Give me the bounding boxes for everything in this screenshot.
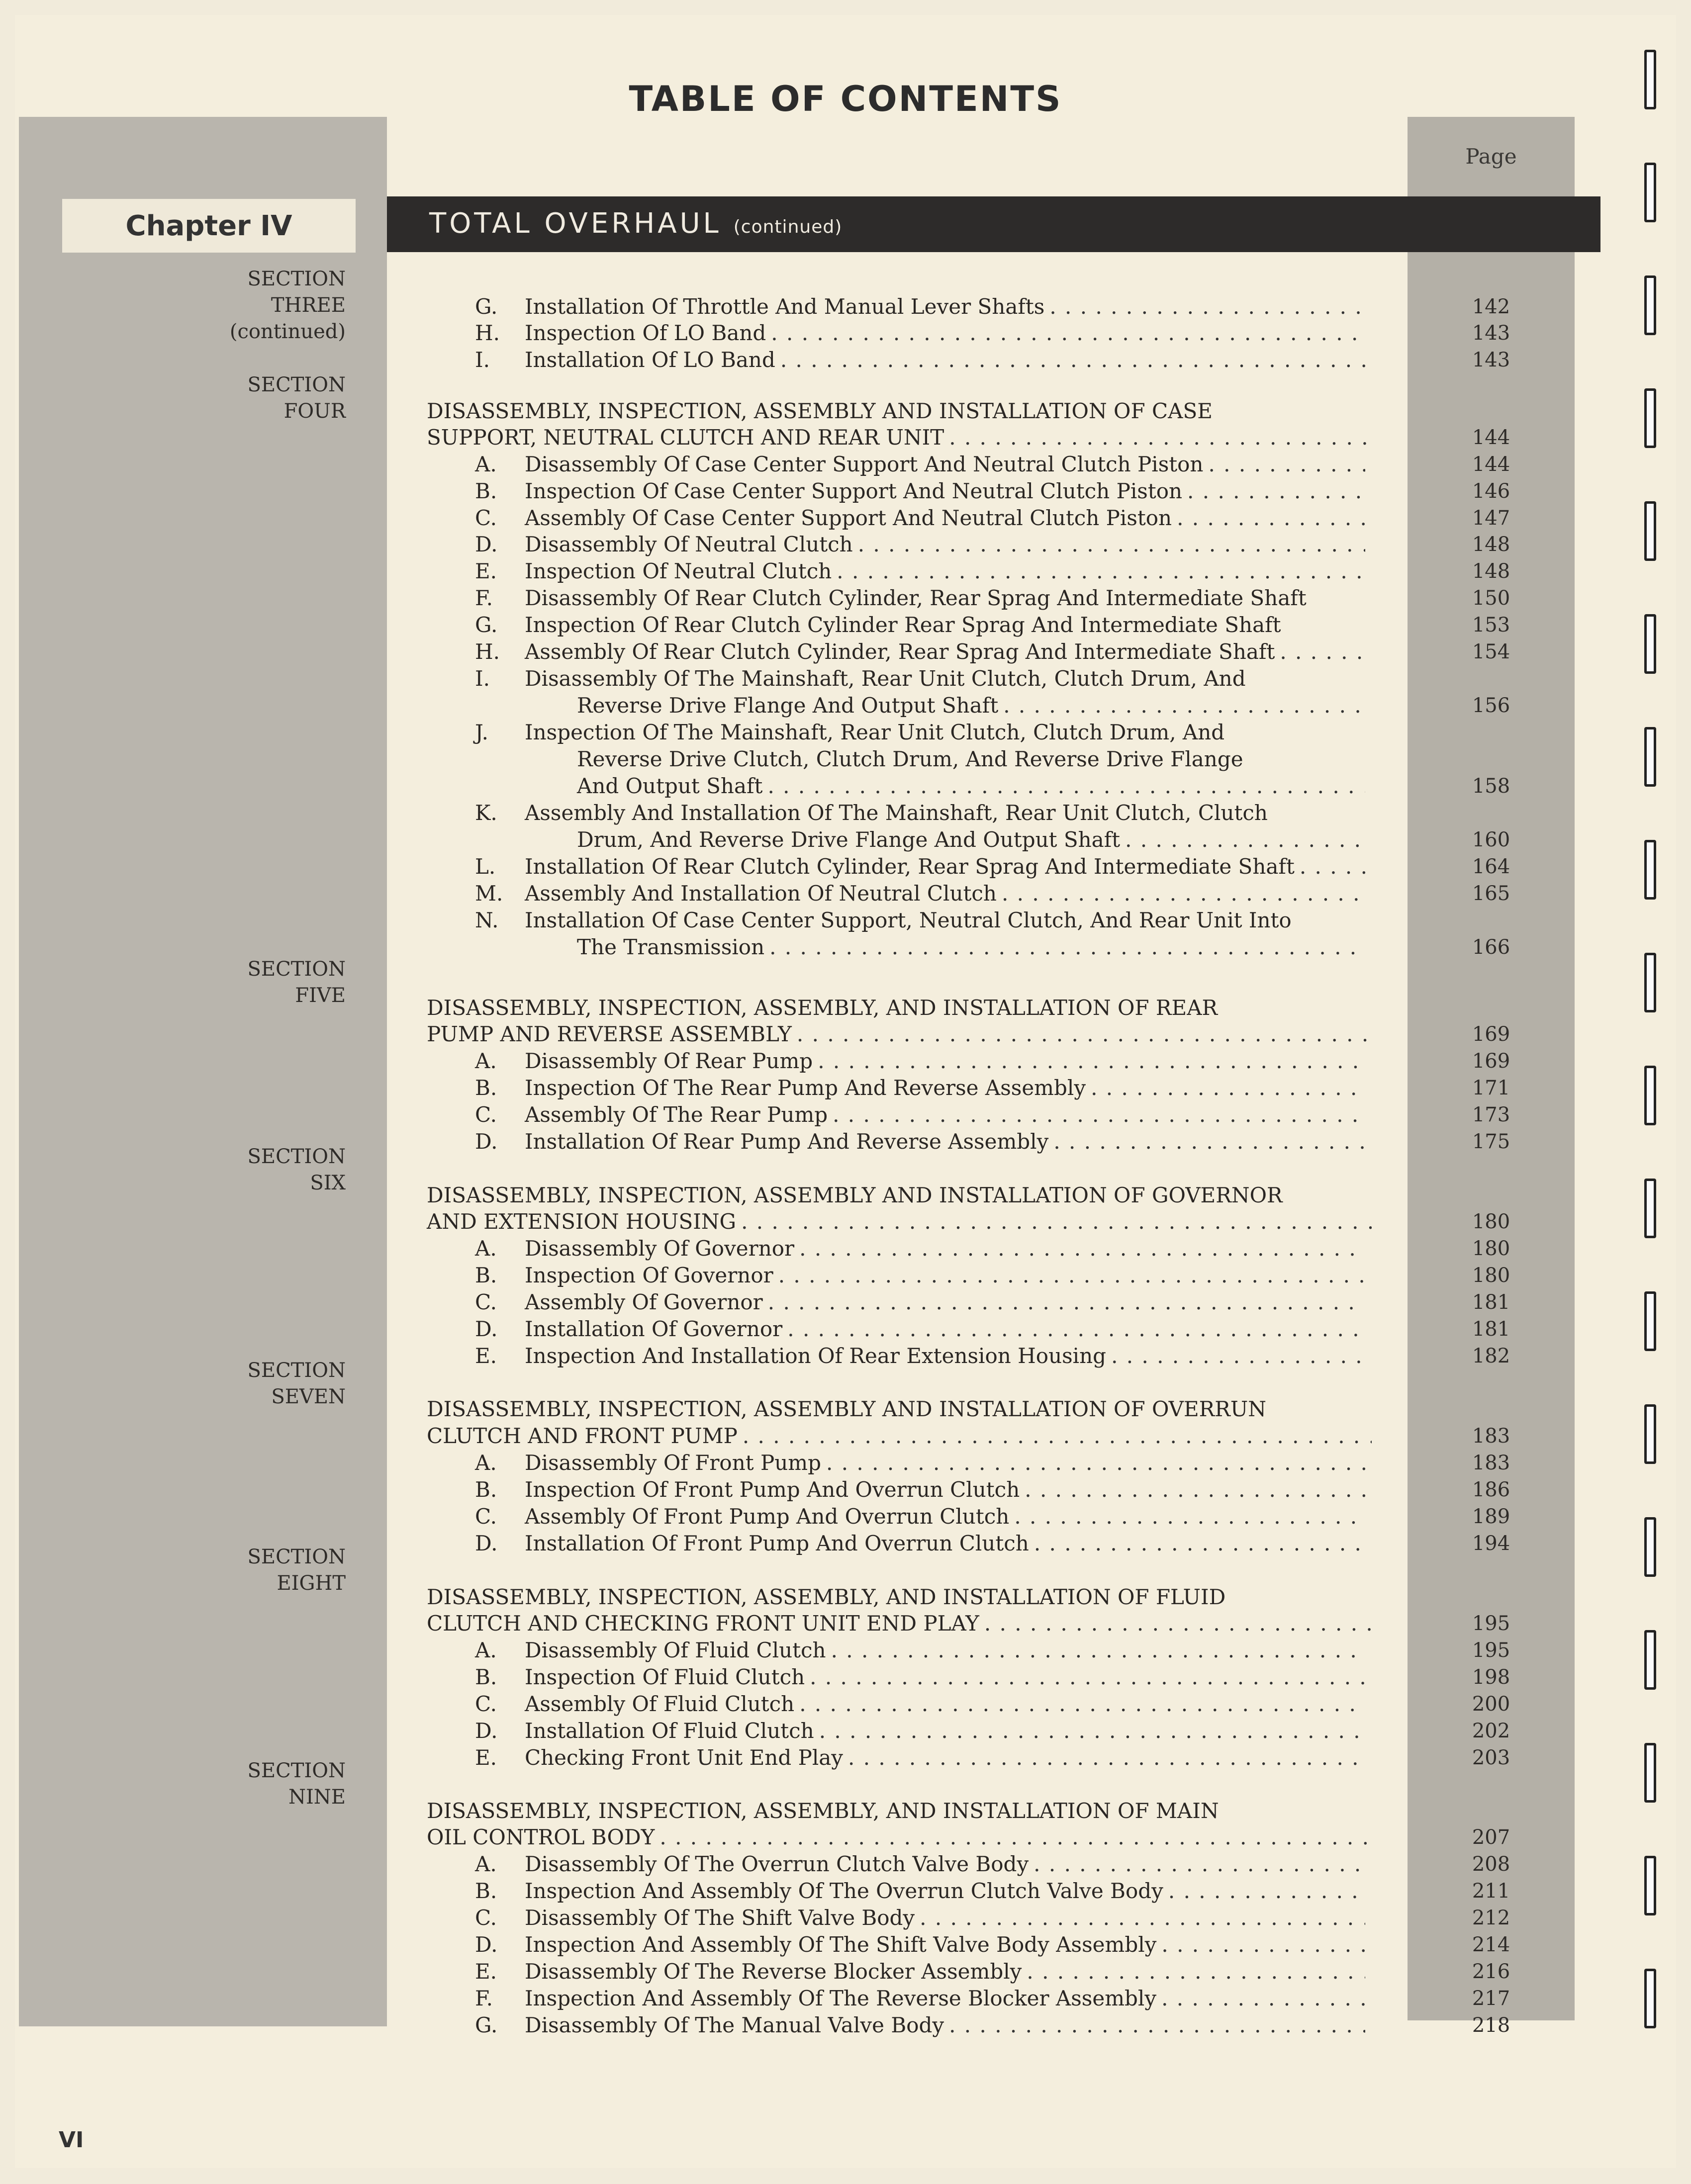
entry-letter: I.	[475, 666, 490, 691]
dot-leader	[1003, 692, 1365, 719]
page-number: 142	[1472, 295, 1510, 318]
toc-entry	[475, 1878, 1365, 1905]
entry-text: Disassembly Of The Mainshaft, Rear Unit Clutch, Clutch Drum, And	[525, 666, 1246, 691]
dot-leader	[1208, 451, 1365, 478]
entry-text: Inspection And Installation Of Rear Extension Housing	[525, 1344, 1107, 1368]
entry-letter: I.	[475, 348, 490, 372]
entry-letter: D.	[475, 532, 498, 556]
dot-leader	[826, 1450, 1365, 1476]
toc-entry	[475, 1343, 1365, 1369]
dot-leader	[949, 2012, 1365, 2039]
page-number: 216	[1472, 1960, 1510, 1983]
binder-tab	[1644, 1066, 1656, 1125]
entry-letter: L.	[475, 854, 496, 879]
entry-text: Installation Of Fluid Clutch	[525, 1719, 814, 1743]
toc-entry	[475, 1262, 1365, 1289]
page-number: 202	[1472, 1720, 1510, 1742]
page-number: 166	[1472, 936, 1510, 959]
dot-leader	[1025, 1476, 1365, 1503]
entry-letter: C.	[475, 1504, 497, 1529]
dot-leader	[1161, 1931, 1365, 1958]
page-number: 180	[1472, 1237, 1510, 1260]
entry-text: Installation Of Throttle And Manual Lever Shafts	[525, 294, 1045, 319]
entry-text: Disassembly Of The Overrun Clutch Valve Body	[525, 1852, 1029, 1876]
entry-letter: G.	[475, 294, 498, 319]
entry-letter: C.	[475, 1906, 497, 1930]
toc-entry	[475, 1235, 1365, 1262]
section-heading	[427, 995, 1372, 1021]
entry-text: Checking Front Unit End Play	[525, 1745, 844, 1770]
entry-text: Installation Of Rear Clutch Cylinder, Rear Sprag And Intermediate Shaft	[525, 854, 1295, 879]
page-number: 183	[1472, 1425, 1510, 1448]
dot-leader	[743, 1423, 1372, 1450]
page-number: 148	[1472, 560, 1510, 583]
entry-text: Assembly And Installation Of Neutral Clutch	[525, 881, 997, 906]
entry-text: DISASSEMBLY, INSPECTION, ASSEMBLY, AND INSTALLATION OF FLUID	[427, 1585, 1226, 1609]
toc-entry	[475, 1289, 1365, 1316]
entry-text: DISASSEMBLY, INSPECTION, ASSEMBLY AND INSTALLATION OF CASE	[427, 399, 1213, 423]
entry-text: Disassembly Of Neutral Clutch	[525, 532, 853, 556]
page-number: 158	[1472, 775, 1510, 798]
toc-entry	[475, 585, 1365, 612]
dot-leader	[741, 1208, 1372, 1235]
dot-leader	[1014, 1503, 1365, 1530]
entry-text: Inspection Of Governor	[525, 1263, 773, 1287]
page-number: 171	[1472, 1077, 1510, 1099]
binder-tab	[1644, 501, 1656, 561]
dot-leader	[1187, 478, 1365, 505]
entry-text: Disassembly Of Front Pump	[525, 1451, 822, 1475]
entry-text: Inspection Of Neutral Clutch	[525, 559, 832, 583]
entry-text: Assembly And Installation Of The Mainshaft, Rear Unit Clutch, Clutch	[525, 801, 1268, 825]
page-number: 146	[1472, 480, 1510, 503]
entry-letter: J.	[475, 720, 488, 744]
page-number: 169	[1472, 1023, 1510, 1046]
entry-text: Reverse Drive Clutch, Clutch Drum, And Reverse Drive Flange	[577, 747, 1243, 771]
entry-text: Inspection And Assembly Of The Overrun Clutch Valve Body	[525, 1879, 1163, 1903]
page-number: 182	[1472, 1345, 1510, 1367]
entry-text: DISASSEMBLY, INSPECTION, ASSEMBLY AND INSTALLATION OF GOVERNOR	[427, 1183, 1283, 1207]
toc-entry	[475, 2012, 1365, 2039]
toc-entry	[475, 800, 1365, 826]
entry-letter: E.	[475, 559, 497, 583]
dot-leader	[949, 424, 1372, 451]
page-number: 211	[1472, 1880, 1510, 1903]
page-number: 153	[1472, 614, 1510, 637]
section-label-nine: SECTION NINE	[247, 1759, 346, 1809]
toc-entry	[475, 1905, 1365, 1931]
dot-leader	[1002, 880, 1365, 907]
entry-text: Disassembly Of The Reverse Blocker Assembly	[525, 1959, 1022, 1984]
entry-letter: F.	[475, 586, 493, 610]
entry-text: Disassembly Of Governor	[525, 1236, 795, 1261]
entry-text: DISASSEMBLY, INSPECTION, ASSEMBLY AND INSTALLATION OF OVERRUN	[427, 1397, 1267, 1421]
page-number: 208	[1472, 1853, 1510, 1876]
entry-text: Installation Of Governor	[525, 1317, 783, 1341]
entry-text: Inspection Of Rear Clutch Cylinder Rear Sprag And Intermediate Shaft	[525, 613, 1281, 637]
entry-letter: C.	[475, 1692, 497, 1716]
entry-text: Assembly Of Case Center Support And Neutral Clutch Piston	[525, 506, 1172, 530]
entry-text: DISASSEMBLY, INSPECTION, ASSEMBLY, AND INSTALLATION OF REAR	[427, 996, 1218, 1020]
toc-entry	[475, 1075, 1365, 1101]
binder-tab	[1644, 1404, 1656, 1464]
section-heading	[427, 1584, 1372, 1611]
binder-tab	[1644, 614, 1656, 674]
binder-tab	[1644, 727, 1656, 787]
entry-text: Inspection Of Fluid Clutch	[525, 1665, 805, 1689]
toc-entry	[475, 638, 1365, 665]
page-number: 180	[1472, 1210, 1510, 1233]
toc-entry	[475, 1691, 1365, 1718]
page-title: TABLE OF CONTENTS	[629, 79, 1062, 119]
dot-leader	[837, 558, 1365, 585]
toc-entry	[475, 1851, 1365, 1878]
dot-leader	[848, 1744, 1365, 1771]
dot-leader	[767, 773, 1365, 800]
page-number: 144	[1472, 453, 1510, 476]
toc-entry	[475, 451, 1365, 478]
binder-tab	[1644, 50, 1656, 109]
toc-entry	[475, 1316, 1365, 1343]
toc-entry	[475, 1958, 1365, 1985]
entry-letter: G.	[475, 613, 498, 637]
dot-leader	[1049, 293, 1365, 320]
dot-leader	[797, 1021, 1372, 1048]
page-number: 181	[1472, 1318, 1510, 1341]
toc-entry	[475, 347, 1365, 373]
entry-letter: E.	[475, 1959, 497, 1984]
page-number: 195	[1472, 1639, 1510, 1662]
page-number: 156	[1472, 694, 1510, 717]
toc-entry	[475, 1718, 1365, 1744]
page-number: 189	[1472, 1505, 1510, 1528]
toc-entry	[475, 1503, 1365, 1530]
entry-text: AND EXTENSION HOUSING	[427, 1209, 737, 1234]
entry-text: Disassembly Of Rear Clutch Cylinder, Rear Sprag And Intermediate Shaft	[525, 586, 1307, 610]
dot-leader	[1033, 1851, 1365, 1878]
page-number: 195	[1472, 1612, 1510, 1635]
entry-text: Inspection And Assembly Of The Reverse Blocker Assembly	[525, 1986, 1157, 2010]
chapter-label: Chapter IV	[62, 199, 356, 253]
binder-tab	[1644, 840, 1656, 900]
page-number-footer: VI	[59, 2127, 84, 2153]
entry-letter: B.	[475, 1879, 497, 1903]
page-number: 143	[1472, 322, 1510, 345]
binder-tab	[1644, 953, 1656, 1012]
page-number: 147	[1472, 507, 1510, 530]
section-heading	[427, 1182, 1372, 1209]
page-number: 175	[1472, 1130, 1510, 1153]
binder-tab	[1644, 1856, 1656, 1915]
dot-leader	[920, 1905, 1365, 1931]
binder-tab	[1644, 163, 1656, 222]
page-number: 207	[1472, 1826, 1510, 1849]
page-number: 214	[1472, 1933, 1510, 1956]
binder-tab	[1644, 1969, 1656, 2028]
entry-text: Installation Of Rear Pump And Reverse Assembly	[525, 1129, 1049, 1154]
toc-entry	[475, 293, 1365, 320]
entry-text: Assembly Of The Rear Pump	[525, 1102, 828, 1127]
dot-leader	[1111, 1343, 1365, 1369]
entry-letter: D.	[475, 1531, 498, 1555]
page-number: 144	[1472, 426, 1510, 449]
entry-text: CLUTCH AND FRONT PUMP	[427, 1424, 738, 1448]
toc-entry	[577, 746, 1365, 773]
entry-letter: K.	[475, 801, 497, 825]
entry-text: Assembly Of Front Pump And Overrun Clutch	[525, 1504, 1010, 1529]
section-label-three: SECTION THREE (continued)	[229, 268, 346, 343]
section-label-eight: SECTION EIGHT	[247, 1546, 346, 1595]
section-heading	[427, 424, 1372, 451]
entry-letter: B.	[475, 1665, 497, 1689]
entry-letter: D.	[475, 1129, 498, 1154]
entry-letter: M.	[475, 881, 503, 906]
entry-letter: G.	[475, 2013, 498, 2037]
toc-entry	[475, 1530, 1365, 1557]
entry-text: Disassembly Of The Manual Valve Body	[525, 2013, 944, 2037]
entry-text: Disassembly Of The Shift Valve Body	[525, 1906, 915, 1930]
entry-text: Assembly Of Fluid Clutch	[525, 1692, 795, 1716]
dot-leader	[771, 320, 1365, 347]
toc-entry	[475, 1450, 1365, 1476]
binder-tab	[1644, 275, 1656, 335]
dot-leader	[819, 1718, 1365, 1744]
page-number: 154	[1472, 640, 1510, 663]
dot-leader	[858, 531, 1365, 558]
dot-leader	[1034, 1530, 1365, 1557]
entry-letter: B.	[475, 1263, 497, 1287]
entry-text: Inspection Of The Mainshaft, Rear Unit Clutch, Clutch Drum, And	[525, 720, 1225, 744]
page-number: 148	[1472, 533, 1510, 556]
section-heading	[427, 1798, 1372, 1824]
dot-leader	[1027, 1958, 1365, 1985]
entry-text: Installation Of Case Center Support, Neutral Clutch, And Rear Unit Into	[525, 908, 1292, 932]
toc-entry	[475, 612, 1365, 638]
entry-text: SUPPORT, NEUTRAL CLUTCH AND REAR UNIT	[427, 425, 944, 450]
dot-leader	[787, 1316, 1365, 1343]
toc-entry	[475, 558, 1365, 585]
entry-text: Reverse Drive Flange And Output Shaft	[577, 693, 999, 718]
page-number: 194	[1472, 1532, 1510, 1555]
dot-leader	[984, 1610, 1372, 1637]
page-number: 165	[1472, 882, 1510, 905]
dot-leader	[818, 1048, 1365, 1075]
dot-leader	[780, 347, 1365, 373]
entry-text: And Output Shaft	[577, 774, 763, 798]
dot-leader	[1168, 1878, 1365, 1905]
dot-leader	[810, 1664, 1365, 1691]
entry-text: Disassembly Of Case Center Support And Neutral Clutch Piston	[525, 452, 1204, 476]
dot-leader	[1125, 826, 1365, 853]
toc-entry	[475, 1744, 1365, 1771]
dot-leader	[769, 934, 1365, 961]
section-label-six: SECTION SIX	[247, 1145, 346, 1194]
toc-entry	[475, 478, 1365, 505]
page-number: 143	[1472, 349, 1510, 371]
page-number: 217	[1472, 1987, 1510, 2010]
dot-leader	[799, 1235, 1365, 1262]
page-number: 198	[1472, 1666, 1510, 1689]
section-label-four: SECTION FOUR	[247, 373, 346, 423]
entry-text: Assembly Of Rear Clutch Cylinder, Rear Sprag And Intermediate Shaft	[525, 639, 1275, 664]
binder-tab	[1644, 388, 1656, 448]
binder-tab	[1644, 1630, 1656, 1690]
entry-letter: A.	[475, 1852, 497, 1876]
toc-entry	[577, 773, 1365, 800]
entry-letter: D.	[475, 1932, 498, 1957]
page-number: 218	[1472, 2014, 1510, 2037]
toc-entry	[475, 1637, 1365, 1664]
entry-text: CLUTCH AND CHECKING FRONT UNIT END PLAY	[427, 1611, 979, 1636]
entry-letter: C.	[475, 1290, 497, 1314]
entry-letter: C.	[475, 1102, 497, 1127]
entry-letter: F.	[475, 1986, 493, 2010]
toc-entry	[577, 692, 1365, 719]
entry-text: PUMP AND REVERSE ASSEMBLY	[427, 1022, 792, 1046]
page-number: 160	[1472, 828, 1510, 851]
entry-text: Installation Of Front Pump And Overrun Clutch	[525, 1531, 1029, 1555]
entry-text: Inspection Of The Rear Pump And Reverse Assembly	[525, 1076, 1086, 1100]
dot-leader	[1053, 1128, 1365, 1155]
entry-text: Inspection Of LO Band	[525, 321, 766, 345]
entry-text: DISASSEMBLY, INSPECTION, ASSEMBLY, AND INSTALLATION OF MAIN	[427, 1799, 1219, 1823]
toc-entry	[577, 826, 1365, 853]
page-number: 200	[1472, 1693, 1510, 1716]
entry-text: The Transmission	[577, 935, 765, 959]
dot-leader	[1161, 1985, 1365, 2012]
entry-text: Drum, And Reverse Drive Flange And Output Shaft	[577, 827, 1121, 852]
dot-leader	[833, 1101, 1365, 1128]
toc-entry	[475, 1476, 1365, 1503]
page-number: 180	[1472, 1264, 1510, 1287]
section-heading	[427, 1610, 1372, 1637]
entry-text: Disassembly Of Fluid Clutch	[525, 1638, 826, 1662]
entry-letter: A.	[475, 1236, 497, 1261]
entry-letter: B.	[475, 479, 497, 503]
entry-text: Disassembly Of Rear Pump	[525, 1049, 813, 1073]
page-number: 181	[1472, 1291, 1510, 1314]
section-heading	[427, 1021, 1372, 1048]
entry-letter: C.	[475, 506, 497, 530]
section-heading	[427, 1396, 1372, 1423]
toc-entry	[475, 320, 1365, 347]
entry-letter: A.	[475, 1638, 497, 1662]
dot-leader	[659, 1824, 1372, 1851]
toc-entry	[475, 505, 1365, 532]
entry-letter: D.	[475, 1317, 498, 1341]
section-heading	[427, 398, 1372, 425]
entry-text: OIL CONTROL BODY	[427, 1825, 655, 1849]
chapter-subtitle: (continued)	[733, 217, 843, 237]
binder-tab	[1644, 1179, 1656, 1238]
page-column-label: Page	[1465, 144, 1517, 169]
section-heading	[427, 1208, 1372, 1235]
binder-tab	[1644, 1743, 1656, 1803]
page-number: 212	[1472, 1907, 1510, 1929]
dot-leader	[1280, 638, 1365, 665]
entry-letter: H.	[475, 321, 500, 345]
section-label-seven: SECTION SEVEN	[247, 1359, 346, 1408]
entry-letter: A.	[475, 1049, 497, 1073]
entry-letter: H.	[475, 639, 500, 664]
page-number: 186	[1472, 1478, 1510, 1501]
page-number: 183	[1472, 1452, 1510, 1474]
toc-entry	[475, 531, 1365, 558]
dot-leader	[831, 1637, 1365, 1664]
entry-letter: D.	[475, 1719, 498, 1743]
page-number: 203	[1472, 1746, 1510, 1769]
dot-leader	[1300, 853, 1365, 880]
toc-entry	[475, 880, 1365, 907]
entry-text: Inspection And Assembly Of The Shift Valve Body Assembly	[525, 1932, 1157, 1957]
entry-letter: E.	[475, 1745, 497, 1770]
dot-leader	[1091, 1075, 1365, 1101]
toc-entry	[475, 907, 1365, 934]
dot-leader	[778, 1262, 1365, 1289]
entry-letter: A.	[475, 452, 497, 476]
page-number: 150	[1472, 587, 1510, 610]
page-number: 173	[1472, 1103, 1510, 1126]
entry-text: Inspection Of Case Center Support And Neutral Clutch Piston	[525, 479, 1183, 503]
entry-text: Assembly Of Governor	[525, 1290, 763, 1314]
binder-tab	[1644, 1517, 1656, 1577]
entry-text: Installation Of LO Band	[525, 348, 775, 372]
toc-entry	[475, 665, 1365, 692]
toc-entry	[475, 853, 1365, 880]
page-number: 169	[1472, 1050, 1510, 1073]
section-heading	[427, 1824, 1372, 1851]
dot-leader	[1177, 505, 1365, 532]
section-label-five: SECTION FIVE	[247, 958, 346, 1007]
entry-letter: B.	[475, 1076, 497, 1100]
entry-letter: A.	[475, 1451, 497, 1475]
section-heading	[427, 1423, 1372, 1450]
chapter-title-bar	[387, 196, 1600, 252]
toc-entry	[475, 1048, 1365, 1075]
entry-letter: E.	[475, 1344, 497, 1368]
toc-entry	[577, 934, 1365, 961]
dot-leader	[799, 1691, 1365, 1718]
entry-letter: B.	[475, 1477, 497, 1502]
toc-entry	[475, 719, 1365, 746]
binder-tab	[1644, 1291, 1656, 1351]
entry-letter: N.	[475, 908, 499, 932]
toc-entry	[475, 1985, 1365, 2012]
entry-text: Inspection Of Front Pump And Overrun Clutch	[525, 1477, 1020, 1502]
toc-entry	[475, 1931, 1365, 1958]
dot-leader	[768, 1289, 1365, 1316]
chapter-title: TOTAL OVERHAUL	[429, 207, 722, 240]
toc-entry	[475, 1664, 1365, 1691]
page-number: 164	[1472, 855, 1510, 878]
toc-entry	[475, 1101, 1365, 1128]
toc-entry	[475, 1128, 1365, 1155]
